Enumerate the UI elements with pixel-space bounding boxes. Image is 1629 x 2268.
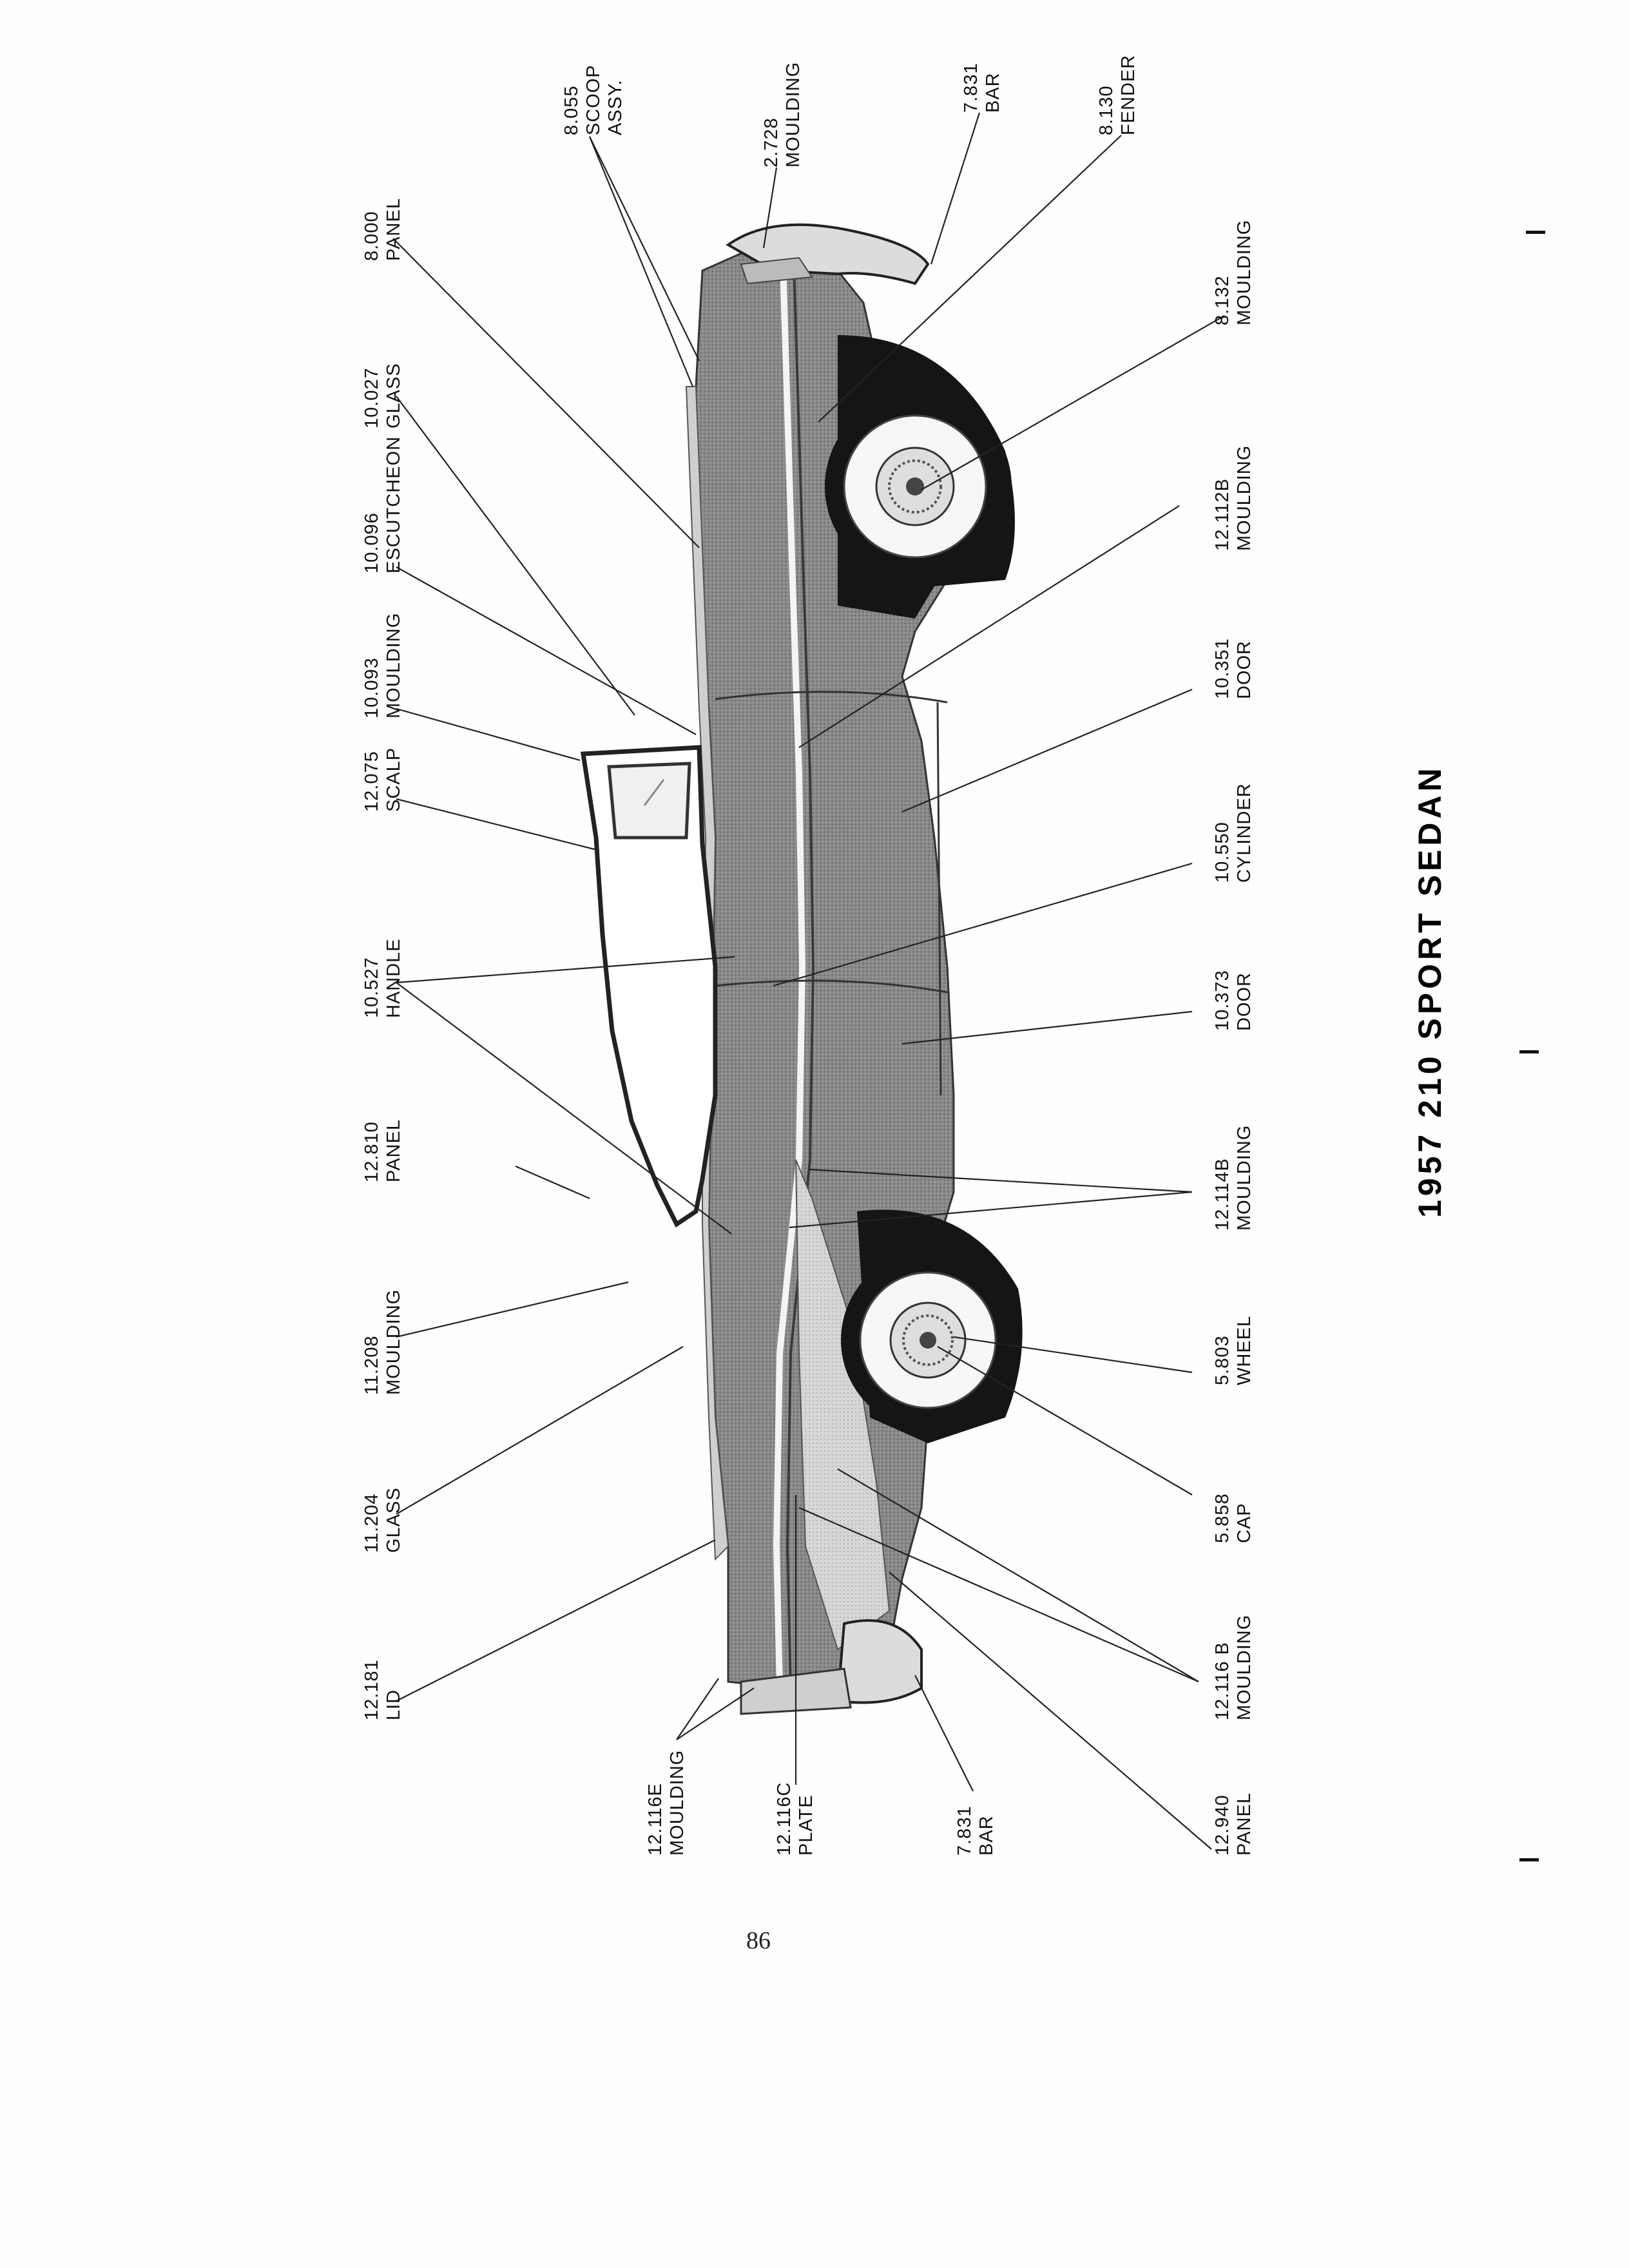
callout-8000: 8.000 PANEL: [361, 198, 404, 261]
callout-10351: 10.351 DOOR: [1212, 638, 1255, 699]
callout-12810: 12.810 PANEL: [361, 1119, 404, 1182]
page-title: 1957 210 SPORT SEDAN: [1412, 764, 1448, 1218]
callout-12075: 12.075 SCALP: [361, 747, 404, 812]
callout-10093: 10.093 MOULDING: [361, 612, 404, 718]
callout-12116e: 12.116E MOULDING: [645, 1749, 688, 1856]
callout-2728: 2.728 MOULDING: [761, 61, 804, 168]
side-windows: [583, 747, 715, 1224]
callout-12940: 12.940 PANEL: [1212, 1792, 1255, 1856]
callout-12116b: 12.116 B MOULDING: [1212, 1614, 1255, 1720]
callout-5803: 5.803 WHEEL: [1212, 1315, 1255, 1385]
callout-12112b: 12.112B MOULDING: [1212, 445, 1255, 551]
callout-8055: 8.055 SCOOP ASSY.: [561, 64, 626, 135]
front-wheel: [825, 393, 1012, 580]
callout-10096: 10.096 ESCUTCHEON: [361, 436, 404, 573]
callout-11208: 11.208 MOULDING: [361, 1289, 404, 1395]
rear-wheel: [841, 1250, 1021, 1430]
callout-8132: 8.132 MOULDING: [1212, 219, 1255, 325]
callout-7831-rear: 7.831 BAR: [954, 1805, 997, 1856]
callout-10527: 10.527 HANDLE: [361, 938, 404, 1018]
callout-11204: 11.204 GLASS: [361, 1487, 404, 1553]
callout-8130: 8.130 FENDER: [1096, 54, 1139, 135]
callout-12181: 12.181 LID: [361, 1659, 404, 1720]
callout-10550: 10.550 CYLINDER: [1212, 783, 1255, 883]
page-number: 86: [746, 1927, 771, 1954]
margin-tick-bottom: [1519, 1858, 1539, 1861]
callout-12114b: 12.114B MOULDING: [1212, 1124, 1255, 1231]
callout-7831-front: 7.831 BAR: [961, 62, 1003, 113]
margin-tick-middle: [1519, 1050, 1539, 1053]
callout-5858: 5.858 CAP: [1212, 1493, 1255, 1543]
margin-tick-top: [1526, 231, 1545, 234]
callout-10027: 10.027 GLASS: [361, 363, 404, 428]
callout-12116c: 12.116C PLATE: [774, 1782, 816, 1856]
callout-10373: 10.373 DOOR: [1212, 970, 1255, 1031]
